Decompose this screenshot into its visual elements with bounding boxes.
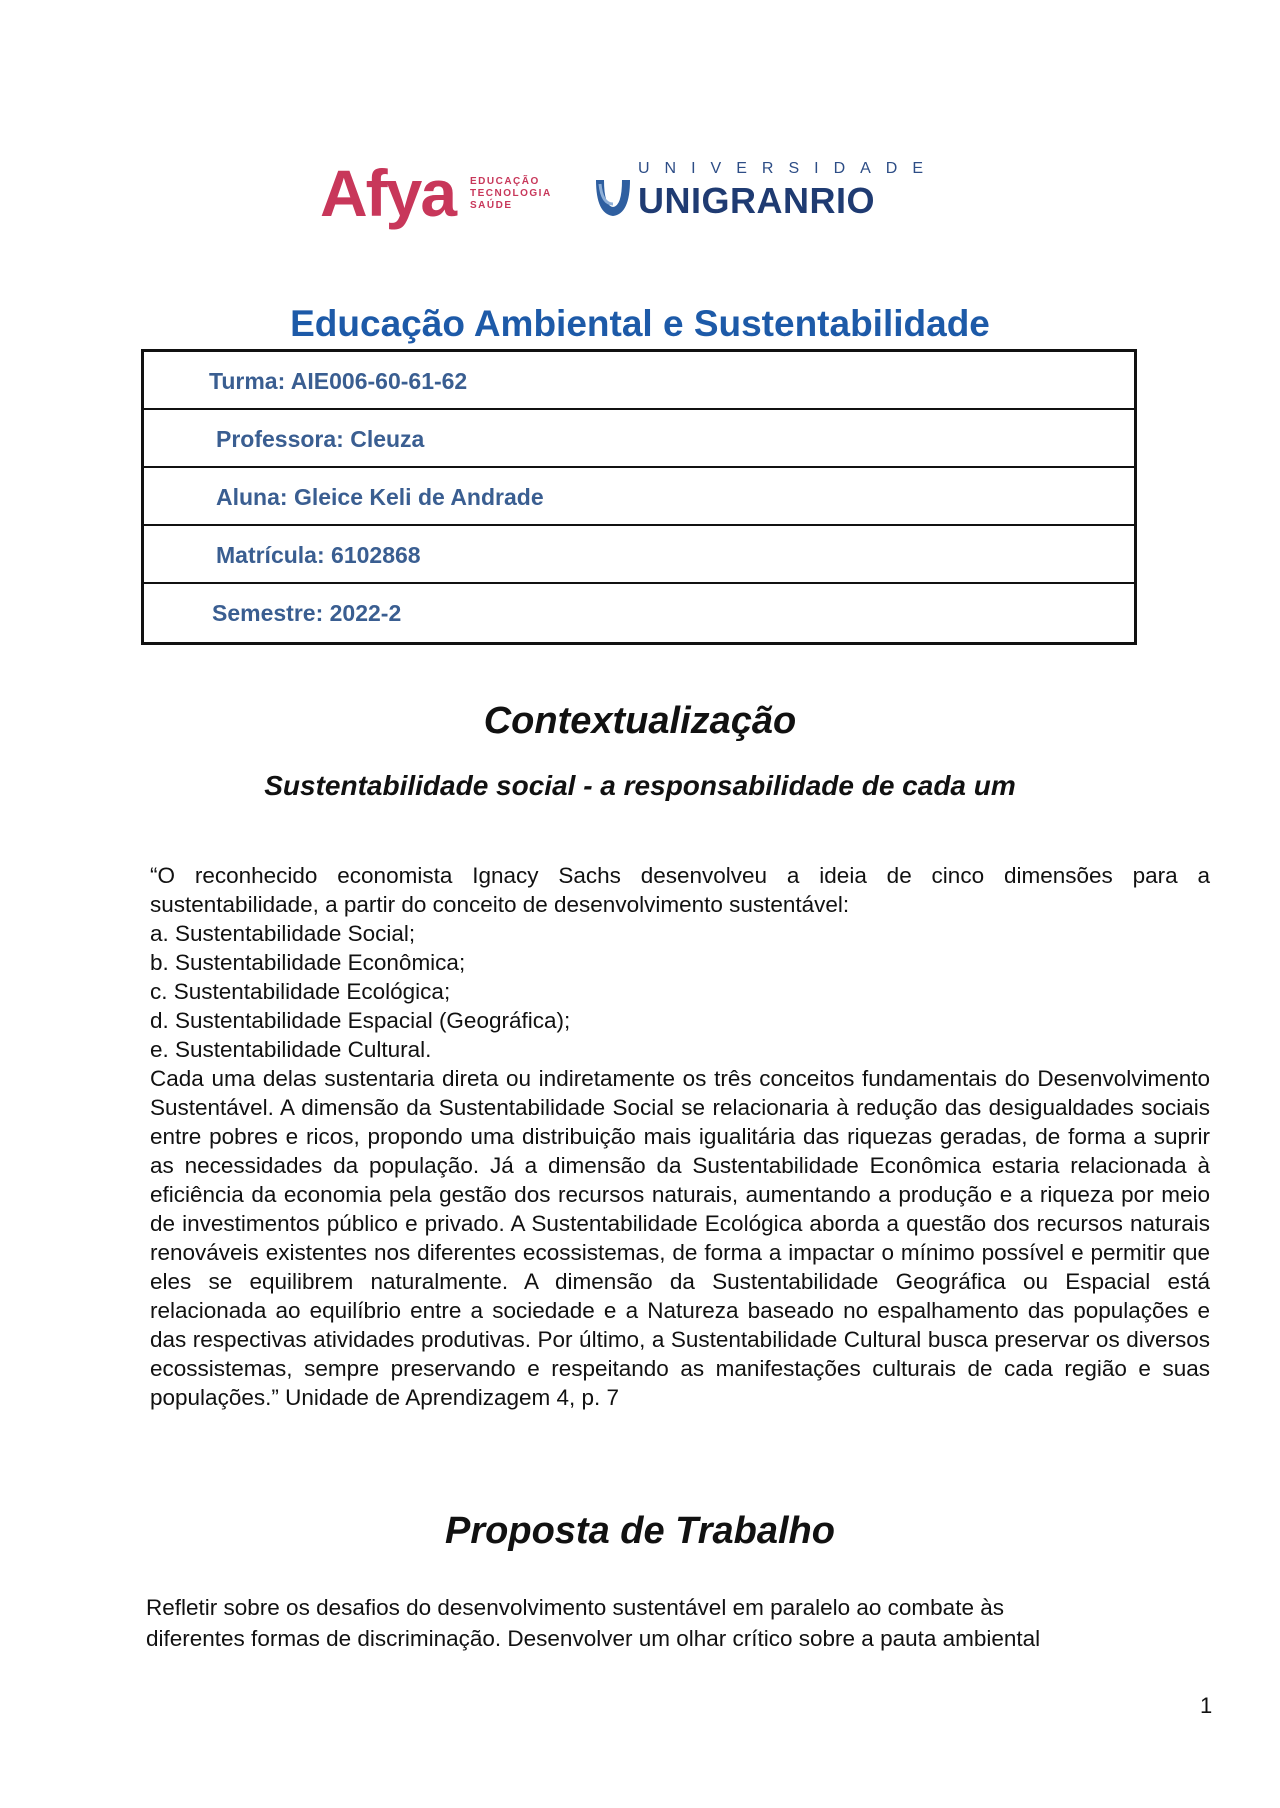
afya-tagline-line: TECNOLOGIA xyxy=(470,188,552,199)
list-item: a. Sustentabilidade Social; xyxy=(150,921,416,946)
afya-logo-tagline xyxy=(470,176,552,212)
afya-logo-word: Afya xyxy=(320,156,456,230)
list-item: b. Sustentabilidade Econômica; xyxy=(150,950,466,975)
section-heading-proposta: Proposta de Trabalho xyxy=(445,1510,835,1552)
info-aluna: Aluna: Gleice Keli de Andrade xyxy=(216,484,544,510)
proposta-line: diferentes formas de discriminação. Desenvolver um olhar crítico sobre a pauta ambiental xyxy=(146,1626,1041,1651)
info-turma: Turma: AIE006-60-61-62 xyxy=(209,368,468,394)
section-heading-contextualizacao: Contextualização xyxy=(483,700,797,742)
unigranrio-logo-main: UNIGRANRIO xyxy=(638,180,875,221)
info-professora: Professora: Cleuza xyxy=(216,426,425,452)
info-semestre: Semestre: 2022-2 xyxy=(212,600,402,626)
list-item: e. Sustentabilidade Cultural. xyxy=(150,1037,432,1062)
info-row-professora xyxy=(144,410,1134,468)
proposta-line: Refletir sobre os desafios do desenvolvimento sustentável em paralelo ao combate às xyxy=(146,1595,1004,1620)
main-paragraph: Cada uma delas sustentaria direta ou indiretamente os três conceitos fundamentais do Desenvolvimento Sustentável. A dimensão da Sustentabilidade Social se relacionaria à redução das desigualdades sociais entre pobres e ricos, propondo uma distribuição mais igualitária das riquezas geradas, de forma a suprir as necessidades da população. Já a dimensão da Sustentabilidade Econômica estaria relacionada à eficiência da economia pela gestão dos recursos naturais, aumentando a produção e a riqueza por meio de investimentos público e privado. A Sustentabilidade Ecológica aborda a questão dos recursos naturais renováveis existentes nos diferentes ecossistemas, de forma a impactar o mínimo possível e permitir que eles se equilibrem naturalmente. A dimensão da Sustentabilidade Geográfica ou Espacial está relacionada ao equilíbrio entre a sociedade e a Natureza baseado no espalhamento das populações e das respectivas atividades produtivas. Por último, a Sustentabilidade Cultural busca preservar os diversos ecossistemas, sempre preservando e respeitando as manifestações culturais de cada região e suas populações.” Unidade de Aprendizagem 4, p. 7 xyxy=(150,1066,1210,1410)
list-item: c. Sustentabilidade Ecológica; xyxy=(150,979,451,1004)
info-row-turma xyxy=(144,352,1134,410)
proposta-body xyxy=(146,1592,1146,1654)
info-row-matricula xyxy=(144,526,1134,584)
list-item: d. Sustentabilidade Espacial (Geográfica); xyxy=(150,1008,571,1033)
info-row-aluna xyxy=(144,468,1134,526)
intro-paragraph: “O reconhecido economista Ignacy Sachs desenvolveu a ideia de cinco dimensões para a sustentabilidade, a partir do conceito de desenvolvimento sustentável: xyxy=(150,863,1210,917)
document-title: Educação Ambiental e Sustentabilidade xyxy=(290,303,990,344)
afya-tagline-line: EDUCAÇÃO xyxy=(470,176,540,187)
info-matricula: Matrícula: 6102868 xyxy=(216,542,421,568)
afya-tagline-line: SAÚDE xyxy=(470,200,513,211)
logo-bar xyxy=(320,150,939,240)
page-number: 1 xyxy=(1200,1693,1213,1718)
unigranrio-mark-icon xyxy=(592,174,634,220)
section-subheading: Sustentabilidade social - a responsabilidade de cada um xyxy=(264,770,1016,801)
info-row-semestre xyxy=(144,584,1134,642)
info-table xyxy=(141,349,1137,645)
unigranrio-logo-top: UNIVERSIDADE xyxy=(638,160,939,177)
contextualizacao-body xyxy=(150,861,1210,1412)
